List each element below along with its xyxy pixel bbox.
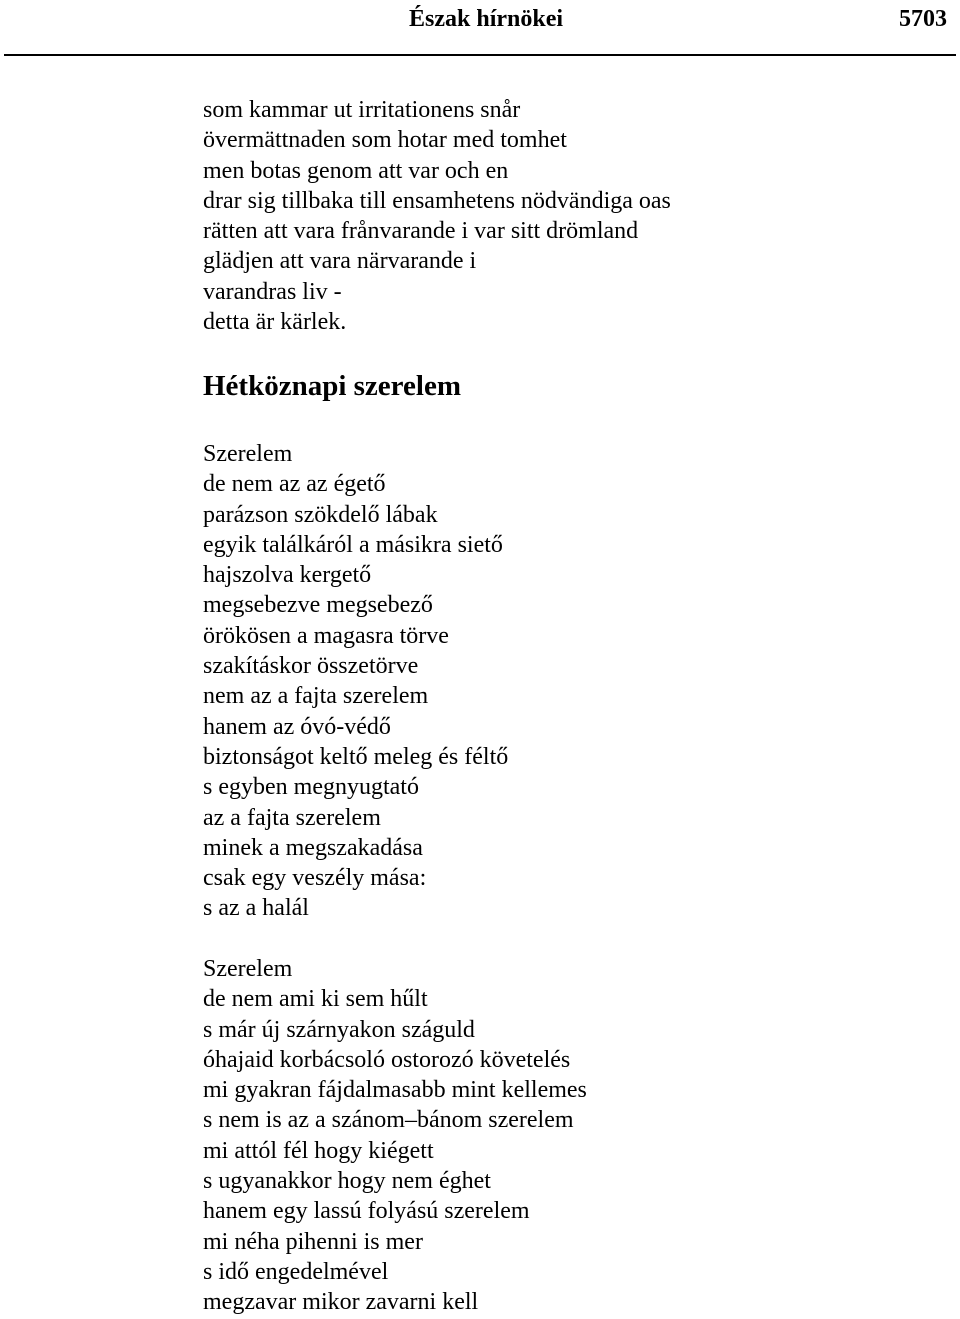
poem-line: s egyben megnyugtató (203, 774, 419, 801)
poem-line: rätten att vara frånvarande i var sitt drömland (203, 218, 639, 245)
poem-line: parázson szökdelő lábak (203, 501, 438, 528)
poem-line: megzavar mikor zavarni kell (203, 1289, 479, 1316)
poem-line: detta är kärlek. (203, 309, 347, 336)
poem-line: s ugyanakkor hogy nem éghet (203, 1168, 491, 1195)
poem-line: örökösen a magasra törve (203, 622, 449, 649)
poem-line: de nem az az égető (203, 471, 386, 498)
poem-line: megsebezve megsebező (203, 592, 433, 619)
poem-line: mi attól fél hogy kiégett (203, 1137, 434, 1164)
poem-line: s nem is az a szánom–bánom szerelem (203, 1107, 574, 1134)
poem-stanza-1 (203, 439, 508, 924)
poem-line: s már új szárnyakon száguld (203, 1016, 475, 1043)
poem-line: övermättnaden som hotar med tomhet (203, 127, 567, 154)
poem-line: óhajaid korbácsoló ostorozó követelés (203, 1046, 571, 1073)
poem-line: hajszolva kergető (203, 562, 372, 589)
poem-line: Szerelem (203, 441, 293, 467)
poem-line: mi néha pihenni is mer (203, 1228, 423, 1255)
poem-line: minek a megszakadása (203, 834, 423, 861)
poem-line: hanem egy lassú folyású szerelem (203, 1198, 530, 1225)
poem-stanza-2 (203, 954, 587, 1318)
page-number: 5703 (899, 6, 947, 32)
poem-line: varandras liv - (203, 278, 342, 305)
poem-line: egyik találkáról a másikra siető (203, 531, 503, 558)
poem-line: drar sig tillbaka till ensamhetens nödvändiga oas (203, 187, 671, 214)
poem-line: glädjen att vara närvarande i (203, 248, 477, 275)
poem-line: biztonságot keltő meleg és féltő (203, 743, 509, 770)
poem-line: hanem az óvó-védő (203, 713, 391, 740)
poem-line: nem az a fajta szerelem (203, 683, 429, 710)
running-header (0, 0, 960, 56)
poem-line: men botas genom att var och en (203, 157, 509, 184)
poem-line: som kammar ut irritationens snår (203, 97, 521, 123)
poem-line: s az a halál (203, 895, 309, 922)
poem-line: Szerelem (203, 956, 293, 982)
poem-line: de nem ami ki sem hűlt (203, 986, 428, 1013)
poem-line: mi gyakran fájdalmasabb mint kellemes (203, 1077, 587, 1104)
poem-line: az a fajta szerelem (203, 804, 381, 831)
poem-title: Hétköznapi szerelem (203, 370, 461, 402)
poem-line: szakításkor összetörve (203, 653, 419, 680)
poem-line: s idő engedelmével (203, 1258, 389, 1285)
running-header-title: Észak hírnökei (409, 6, 564, 32)
poem-line: csak egy veszély mása: (203, 865, 427, 892)
header-divider (4, 54, 956, 56)
continued-poem-stanza (203, 95, 671, 337)
